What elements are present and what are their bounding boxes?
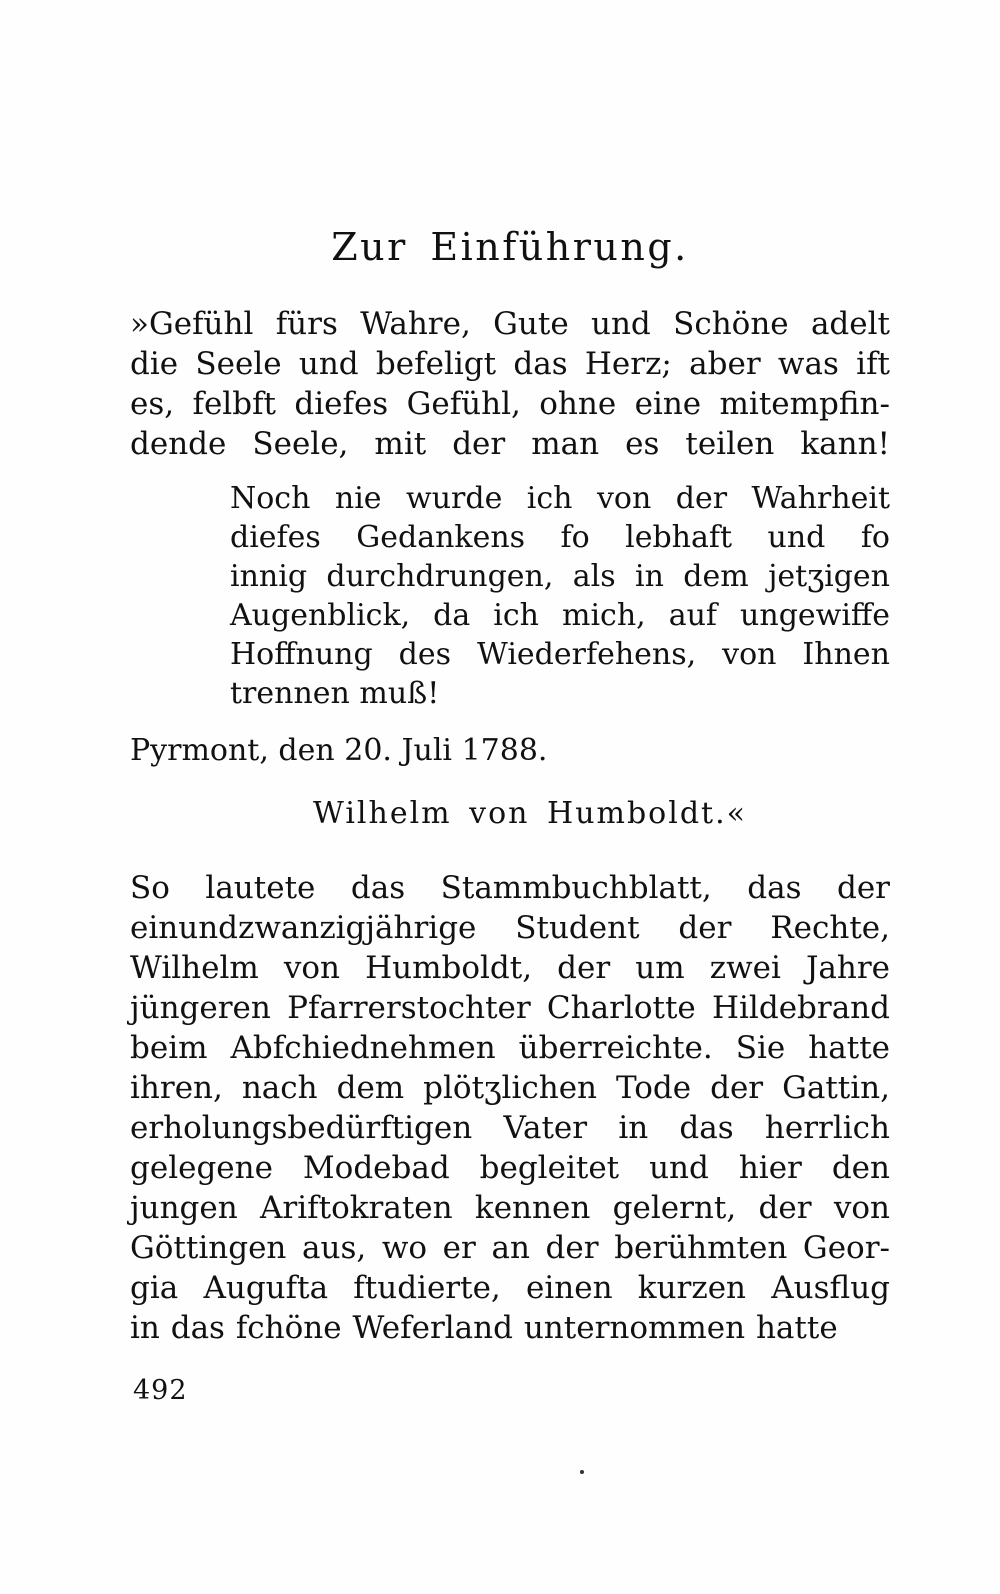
- text-line: ihren, nach dem plötʒlichen Tode der Gattin,: [130, 1069, 890, 1106]
- text-line: dende Seele, mit der man es teilen kann!: [130, 425, 890, 462]
- text-line: Wilhelm von Humboldt, der um zwei Jahre: [130, 949, 890, 986]
- text-line: jüngeren Pfarrerstochter Charlotte Hildebrand: [130, 989, 890, 1026]
- text-line: gelegene Modebad begleitet und hier den: [130, 1149, 890, 1186]
- text-line: gia Augufta ftudierte, einen kurzen Ausflug: [130, 1269, 890, 1306]
- inner-quote-paragraph: [130, 479, 890, 713]
- signature-line: Wilhelm von Humboldt.«: [313, 795, 747, 831]
- text-line: die Seele und befeligt das Herz; aber was ift: [130, 345, 890, 382]
- text-line: einundzwanzigjährige Student der Rechte,: [130, 909, 890, 946]
- text-line: diefes Gedankens fo lebhaft und fo: [230, 519, 890, 555]
- text-line: trennen muß!: [230, 675, 440, 711]
- text-line: jungen Ariftokraten kennen gelernt, der von: [130, 1189, 890, 1226]
- text-line: Augenblick, da ich mich, auf ungewiffe: [230, 597, 890, 633]
- body-paragraph: [130, 869, 890, 1349]
- page-number: 492: [133, 1375, 188, 1406]
- footer-dot-mark: [580, 1470, 584, 1474]
- text-line: So lautete das Stammbuchblatt, das der: [130, 869, 890, 906]
- place-and-date: Pyrmont, den 20. Juli 1788.: [130, 732, 548, 768]
- text-line: Noch nie wurde ich von der Wahrheit: [230, 480, 890, 516]
- text-line: innig durchdrungen, als in dem jetʒigen: [230, 558, 890, 594]
- text-line: erholungsbedürftigen Vater in das herrlich: [130, 1109, 890, 1146]
- text-line: »Gefühl fürs Wahre, Gute und Schöne adelt: [130, 306, 890, 342]
- text-line: Hoffnung des Wiederfehens, von Ihnen: [230, 636, 890, 672]
- text-line: Göttingen aus, wo er an der berühmten Geor-: [130, 1229, 890, 1266]
- text-line: es, felbft diefes Gefühl, ohne eine mitempfin-: [130, 385, 890, 422]
- text-line: in das fchöne Weferland unternommen hatte: [130, 1309, 838, 1346]
- page-title: Zur Einführung.: [331, 225, 689, 269]
- page-content: [130, 225, 890, 1349]
- opening-quote-paragraph: [130, 305, 890, 465]
- text-line: beim Abfchiednehmen überreichte. Sie hatte: [130, 1029, 890, 1066]
